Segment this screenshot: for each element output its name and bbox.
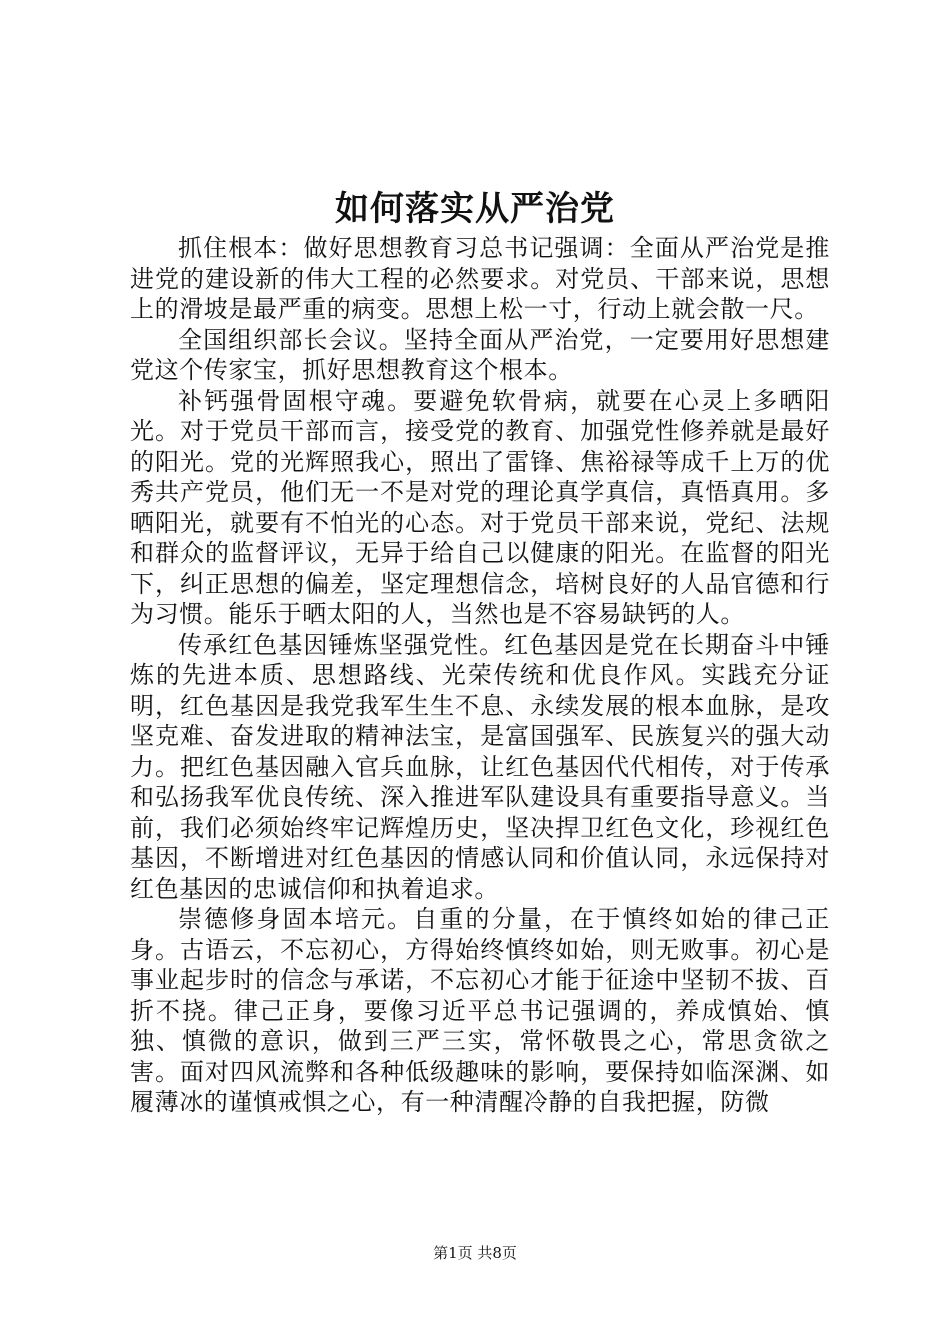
paragraph-5: 崇德修身固本培元。自重的分量，在于慎终如始的律己正身。古语云，不忘初心，方得始终慎终如始，则无败事。初心是事业起步时的信念与承诺，不忘初心才能于征途中坚韧不拔、百折不挠。律己正身，要像习近平总书记强调的，养成慎始、慎独、慎微的意识，做到三严三实，常怀敬畏之心，常思贪欲之害。面对四风流弊和各种低级趣味的影响，要保持如临深渊、如履薄冰的谨慎戒惧之心，有一种清醒冷静的自我把握，防微 [130,905,830,1116]
paragraph-2: 全国组织部长会议。坚持全面从严治党，一定要用好思想建党这个传家宝，抓好思想教育这个根本。 [130,325,830,384]
document-body [130,233,830,1118]
page-title: 如何落实从严治党 [335,189,615,229]
paragraph-3: 补钙强骨固根守魂。要避免软骨病，就要在心灵上多晒阳光。对于党员干部而言，接受党的教育、加强党性修养就是最好的阳光。党的光辉照我心，照出了雷锋、焦裕禄等成千上万的优秀共产党员，他们无一不是对党的理论真学真信，真悟真用。多晒阳光，就要有不怕光的心态。对于党员干部来说，党纪、法规和群众的监督评议，无异于给自己以健康的阳光。在监督的阳光下，纠正思想的偏差，坚定理想信念，培树良好的人品官德和行为习惯。能乐于晒太阳的人，当然也是不容易缺钙的人。 [130,386,830,628]
page-footer: 第1页 共8页 [433,1244,517,1262]
paragraph-1: 抓住根本：做好思想教育习总书记强调：全面从严治党是推进党的建设新的伟大工程的必然要求。对党员、干部来说，思想上的滑坡是最严重的病变。思想上松一寸，行动上就会散一尺。 [130,234,830,323]
paragraph-4: 传承红色基因锤炼坚强党性。红色基因是党在长期奋斗中锤炼的先进本质、思想路线、光荣传统和优良作风。实践充分证明，红色基因是我党我军生生不息、永续发展的根本血脉，是攻坚克难、奋发进取的精神法宝，是富国强军、民族复兴的强大动力。把红色基因融入官兵血脉，让红色基因代代相传，对于传承和弘扬我军优良传统、深入推进军队建设具有重要指导意义。当前，我们必须始终牢记辉煌历史，坚决捍卫红色文化，珍视红色基因，不断增进对红色基因的情感认同和价值认同，永远保持对红色基因的忠诚信仰和执着追求。 [130,630,830,903]
